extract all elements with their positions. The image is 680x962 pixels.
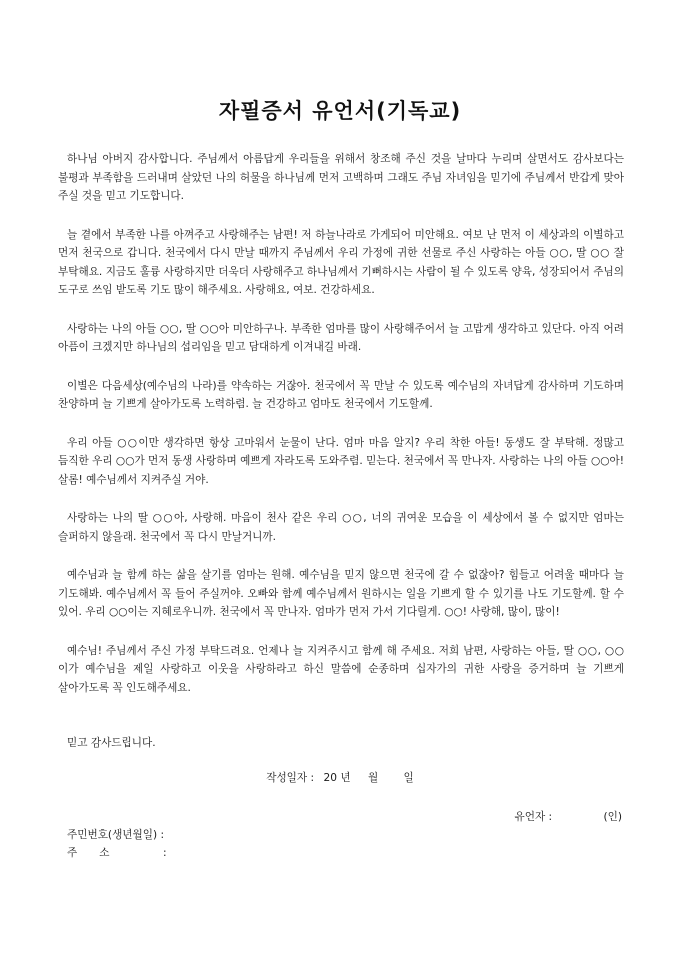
- paragraph-prayer: 예수님! 주님께서 주신 가정 부탁드려요. 언제나 늘 지켜주시고 함께 해 주세요. 저희 남편, 사랑하는 아들, 딸 ○○, ○○이가 예수님을 제일 사랑하고 이웃을 사랑하라고 하신 말씀에 순종하며 십자가의 귀한 사랑을 증거하며 늘 기쁘게 살아가도록 꼭 인도해주세요.: [58, 644, 624, 694]
- document-body: [58, 150, 624, 717]
- date-year: 20 년: [323, 772, 351, 784]
- address-line: [67, 844, 207, 862]
- seal-mark: (인): [603, 811, 622, 823]
- paragraph-faith-advice: 예수님과 늘 함께 하는 삶을 살기를 엄마는 원해. 예수님을 믿지 않으면 천국에 갈 수 없잖아? 힘들고 어려울 때마다 늘 기도해봐. 예수님께서 꼭 들어 주실꺼야. 오빠와 함께 예수님께서 원하시는 일을 기쁘게 할 수 있기를 나도 기도할께. 할 수 있어. 우리 ○○이는 지혜로우니까. 천국에서 꼭 만나자. 엄마가 먼저 가서 기다릴게. ○○! 사랑해, 많이, 많이!: [58, 569, 624, 618]
- paragraph-to-son: 우리 아들 ○○이만 생각하면 항상 고마워서 눈물이 난다. 엄마 마음 알지? 우리 착한 아들! 동생도 잘 부탁해. 정많고 듬직한 우리 ○○가 먼저 동생 사랑하며 예쁘게 자라도록 도와주렴. 믿는다. 천국에서 꼭 만나자. 사랑하는 나의 아들 ○○아! 살롬! 예수님께서 지켜주실 거야.: [58, 436, 624, 486]
- testator-label: 유언자 :: [514, 811, 553, 823]
- address-colon: :: [163, 847, 167, 859]
- paragraph-to-children: 사랑하는 나의 아들 ○○, 딸 ○○아 미안하구나. 부족한 엄마를 많이 사랑해주어서 늘 고맙게 생각하고 있단다. 아직 어려 아픔이 크겠지만 하나님의 섭리임을 믿고 담대하게 이겨내길 바래.: [58, 322, 624, 353]
- paragraph-intro: 하나님 아버지 감사합니다. 주님께서 아름답게 우리들을 위해서 창조해 주신 것을 날마다 누리며 살면서도 감사보다는 불평과 부족함을 드러내며 살았던 나의 허물을 하나님께 먼저 고백하며 그래도 주님 자녀임을 믿기에 주님께서 반갑게 맞아 주실 것을 믿고 기도합니다.: [58, 153, 624, 202]
- date-label: 작성일자 :: [266, 772, 315, 784]
- date-day: 일: [403, 772, 414, 784]
- testator-signature-line: [514, 808, 622, 826]
- paragraph-to-husband: 늘 곁에서 부족한 나를 아껴주고 사랑해주는 남편! 저 하늘나라로 가게되어 미안해요. 여보 난 먼저 이 세상과의 이별하고 먼저 천국으로 갑니다. 천국에서 다시 만날 때까지 주님께서 우리 가정에 귀한 선물로 주신 사랑하는 아들 ○○, 딸 ○○ 잘 부탁해요. 지금도 훌륭 사랑하지만 더욱더 사랑해주고 하나님께서 기뻐하시는 사람이 될 수 있도록 양육, 성장되어서 주님의 도구로 쓰임 받도록 기도 많이 해주세요. 사랑해요, 여보. 건강하세요.: [58, 228, 624, 296]
- date-month: 월: [367, 772, 379, 784]
- resident-id-line: 주민번호(생년월일) :: [67, 829, 165, 841]
- document-title: 자필증서 유언서(기독교): [218, 99, 462, 123]
- date-line: [0, 769, 680, 787]
- address-label: 주소: [67, 847, 132, 859]
- paragraph-to-daughter: 사랑하는 나의 딸 ○○아, 사랑해. 마음이 천사 같은 우리 ○○, 너의 귀여운 모습을 이 세상에서 볼 수 없지만 엄마는 슬퍼하지 않을래. 천국에서 꼭 다시 만날거니까.: [58, 512, 624, 543]
- paragraph-farewell: 이별은 다음세상(예수님의 나라)를 약속하는 거잖아. 천국에서 꼭 만날 수 있도록 예수님의 자녀답게 감사하며 기도하며 찬양하며 늘 기쁘게 살아가도록 노력하렴. 늘 건강하고 엄마도 천국에서 기도할께.: [58, 379, 624, 410]
- closing-line: 믿고 감사드립니다.: [67, 737, 156, 749]
